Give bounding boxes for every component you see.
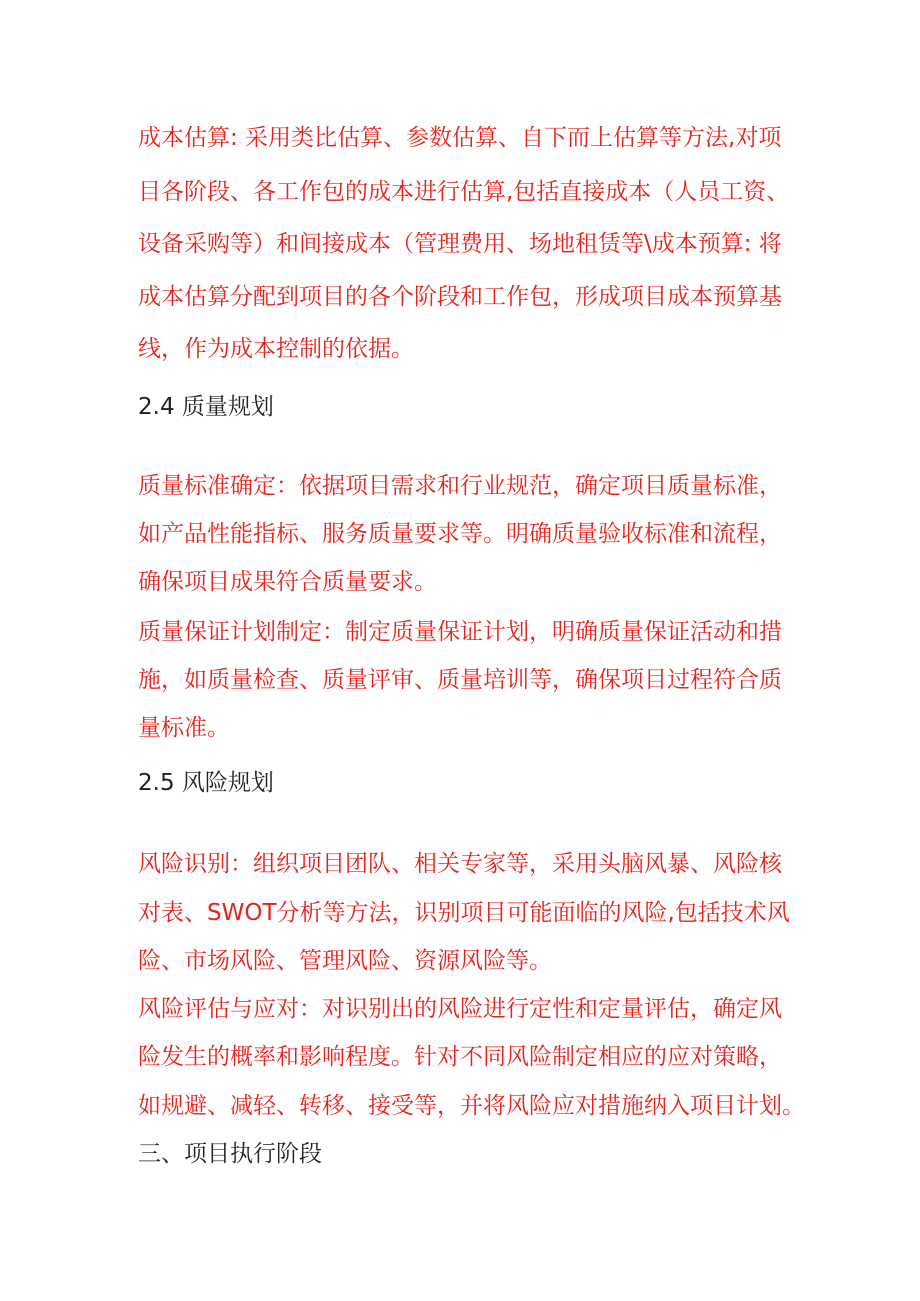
paragraph-line: 成本估算分配到项目的各个阶段和工作包，形成项目成本预算基 [138, 284, 782, 310]
paragraph-line: 风险评估与应对：对识别出的风险进行定性和定量评估，确定风 [138, 996, 782, 1022]
paragraph-line: 如规避、减轻、转移、接受等，并将风险应对措施纳入项目计划。 [138, 1093, 805, 1119]
paragraph-line: 质量标准确定：依据项目需求和行业规范，确定项目质量标准， [138, 473, 782, 499]
paragraph-line: 风险识别：组织项目团队、相关专家等，采用头脑风暴、风险核 [138, 851, 782, 877]
chapter-heading: 三、项目执行阶段 [138, 1141, 322, 1167]
paragraph-line: 险、市场风险、管理风险、资源风险等。 [138, 948, 552, 974]
paragraph-line: 量标准。 [138, 715, 230, 741]
paragraph-line: 如产品性能指标、服务质量要求等。明确质量验收标准和流程， [138, 521, 782, 547]
paragraph-line: 成本估算: 采用类比估算、参数估算、自下而上估算等方法,对项 [138, 125, 782, 151]
paragraph-line: 设备采购等）和间接成本（管理费用、场地租赁等\成本预算: 将 [138, 231, 782, 257]
paragraph-line: 目各阶段、各工作包的成本进行估算,包括直接成本（人员工资、 [138, 179, 790, 205]
section-heading: 2.5 风险规划 [138, 770, 274, 796]
paragraph-line: 线，作为成本控制的依据。 [138, 336, 414, 362]
paragraph-line: 险发生的概率和影响程度。针对不同风险制定相应的应对策略， [138, 1044, 782, 1070]
section-heading: 2.4 质量规划 [138, 394, 274, 420]
paragraph-line: 施，如质量检查、质量评审、质量培训等，确保项目过程符合质 [138, 667, 782, 693]
paragraph-line: 质量保证计划制定：制定质量保证计划，明确质量保证活动和措 [138, 619, 782, 645]
paragraph-line: 确保项目成果符合质量要求。 [138, 569, 437, 595]
paragraph-line: 对表、SWOT分析等方法，识别项目可能面临的风险,包括技术风 [138, 900, 790, 926]
